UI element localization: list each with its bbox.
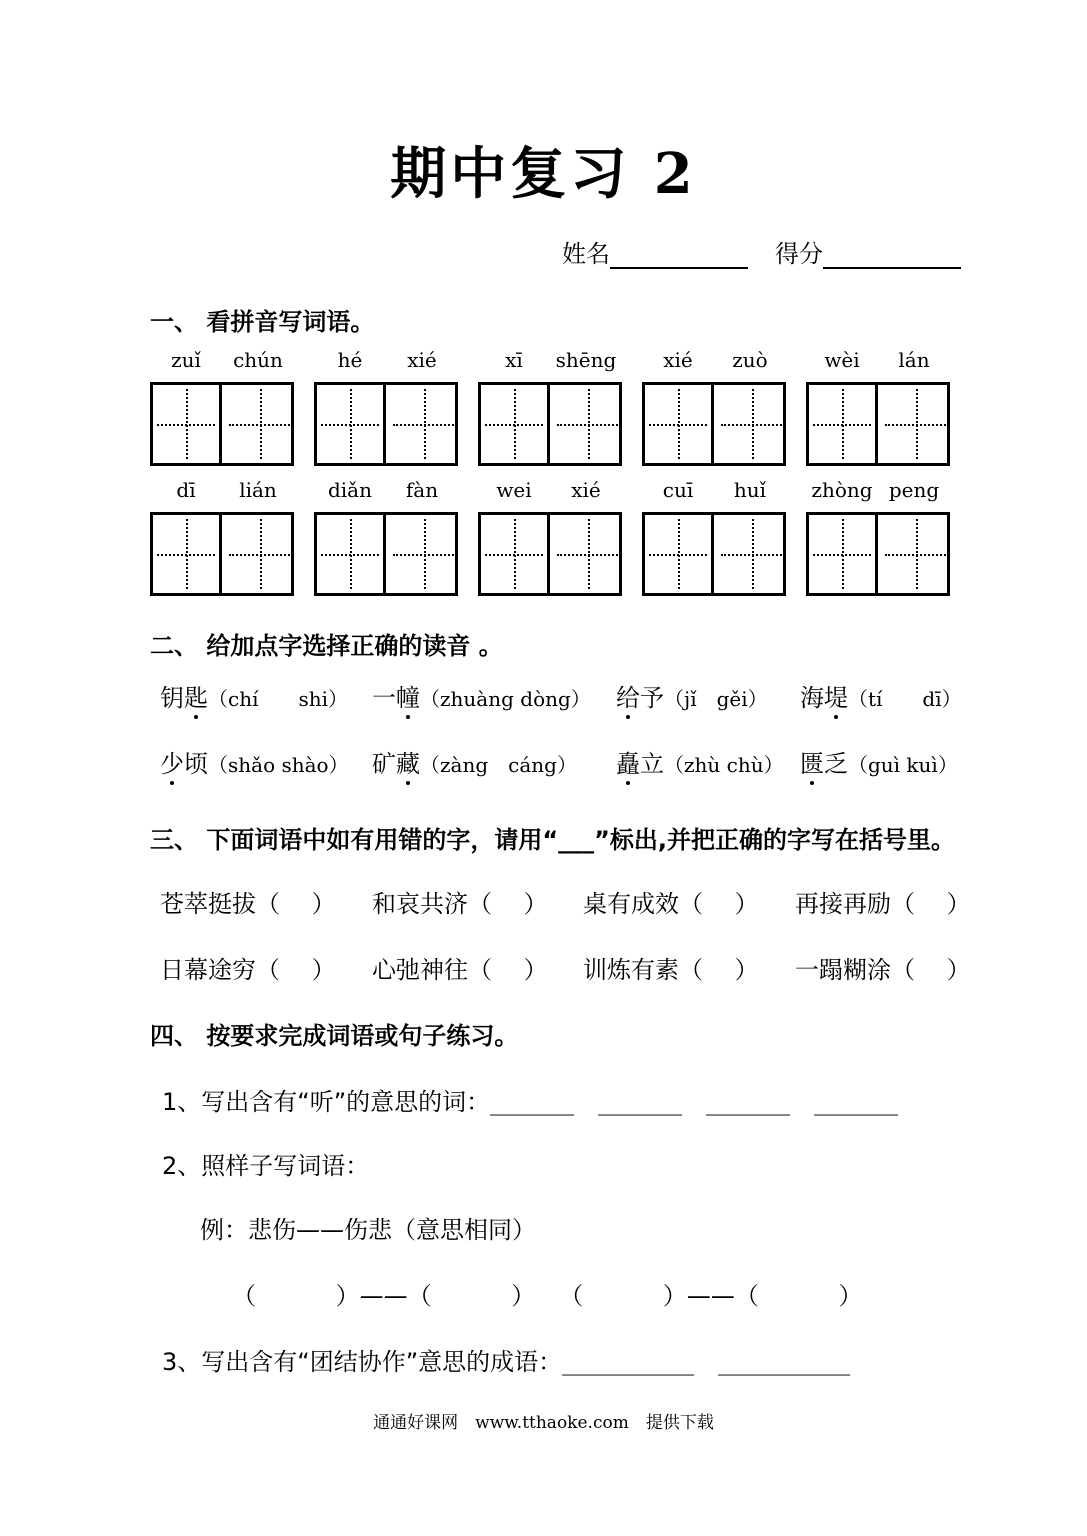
pinyin-syllable: lián — [239, 478, 277, 502]
reading-options[interactable]: （zhuàng dòng） — [420, 687, 591, 711]
pinyin-syllable: peng — [888, 478, 940, 502]
writing-cell[interactable] — [481, 515, 550, 593]
pinyin-syllable: xié — [571, 478, 601, 502]
pinyin-syllable: wei — [496, 478, 532, 502]
grid-guide-horizontal — [813, 424, 871, 426]
idiom-correction-item[interactable]: 桌有成效（ ） — [583, 890, 759, 918]
section-1-heading: 一、 看拼音写词语。 — [150, 308, 375, 336]
grid-guide-horizontal — [321, 424, 379, 426]
pinyin-syllable: hé — [337, 348, 363, 372]
idiom-correction-item[interactable]: 日幕途穷（ ） — [160, 956, 336, 984]
writing-cell[interactable] — [553, 385, 622, 463]
writing-cell[interactable] — [153, 515, 222, 593]
writing-cell[interactable] — [389, 515, 458, 593]
word-char: 矿 — [372, 750, 396, 778]
writing-cell[interactable] — [389, 385, 458, 463]
dotted-char: 少 — [160, 744, 184, 779]
reading-options[interactable]: （jǐ gěi） — [664, 687, 768, 711]
reading-item — [616, 678, 768, 713]
question-2-example: 例：悲伤——伤悲（意思相同） — [200, 1216, 536, 1244]
idiom-correction-item[interactable]: 再接再励（ ） — [795, 890, 971, 918]
writing-grid-box[interactable] — [642, 512, 786, 596]
grid-guide-horizontal — [157, 554, 215, 556]
word-char: 海 — [800, 684, 824, 712]
writing-cell[interactable] — [881, 385, 950, 463]
grid-guide-horizontal — [393, 424, 454, 426]
dotted-char: 幢 — [396, 678, 420, 713]
question-2-text: 2、照样子写词语： — [162, 1152, 370, 1180]
score-underline[interactable] — [823, 241, 961, 269]
pinyin-syllable: diǎn — [327, 478, 372, 502]
word-char: 立 — [640, 750, 664, 778]
idiom-correction-item[interactable]: 一蹋糊涂（ ） — [795, 956, 971, 984]
page-title: 期中复习 2 — [390, 141, 697, 207]
writing-cell[interactable] — [881, 515, 950, 593]
writing-cell[interactable] — [809, 385, 878, 463]
question-3-text: 3、写出含有“团结协作”意思的成语： — [162, 1348, 563, 1376]
question-3 — [162, 1342, 850, 1377]
pinyin-syllable: zuǐ — [171, 348, 201, 372]
grid-guide-horizontal — [649, 424, 707, 426]
grid-guide-horizontal — [885, 424, 946, 426]
grid-guide-horizontal — [157, 424, 215, 426]
writing-cell[interactable] — [153, 385, 222, 463]
reading-item — [160, 744, 349, 779]
writing-cell[interactable] — [717, 385, 786, 463]
reading-options[interactable]: （tí dī） — [848, 687, 962, 711]
writing-cell[interactable] — [645, 385, 714, 463]
pinyin-syllable: lán — [898, 348, 930, 372]
word-char: 钥 — [160, 684, 184, 712]
pinyin-syllable: wèi — [824, 348, 860, 372]
pinyin-syllable: zuò — [732, 348, 768, 372]
grid-guide-horizontal — [229, 554, 290, 556]
question-1-blanks[interactable]: _______ _______ _______ _______ — [490, 1088, 899, 1116]
idiom-correction-item[interactable]: 苍萃挺拔（ ） — [160, 890, 336, 918]
reading-item — [800, 678, 962, 713]
reading-item — [160, 678, 348, 713]
reading-item — [616, 744, 784, 779]
word-char: 顷 — [184, 750, 208, 778]
question-2-blanks[interactable]: （ ）——（ ） （ ）——（ ） — [232, 1282, 863, 1310]
grid-guide-horizontal — [721, 554, 782, 556]
grid-guide-horizontal — [649, 554, 707, 556]
reading-options[interactable]: （chí shi） — [208, 687, 349, 711]
pinyin-syllable: cuī — [662, 478, 694, 502]
grid-guide-horizontal — [813, 554, 871, 556]
dotted-char: 矗 — [616, 744, 640, 779]
pinyin-syllable: xié — [663, 348, 693, 372]
writing-grid-box[interactable] — [806, 512, 950, 596]
writing-grid-box[interactable] — [806, 382, 950, 466]
writing-cell[interactable] — [225, 385, 294, 463]
writing-cell[interactable] — [645, 515, 714, 593]
idiom-correction-item[interactable]: 心弛神往（ ） — [372, 956, 548, 984]
writing-cell[interactable] — [481, 385, 550, 463]
footer-credit: 通通好课网 www.tthaoke.com 提供下载 — [373, 1413, 714, 1433]
grid-guide-horizontal — [557, 554, 618, 556]
reading-options[interactable]: （zhù chù） — [664, 753, 784, 777]
pinyin-syllable: shēng — [555, 348, 617, 372]
writing-cell[interactable] — [717, 515, 786, 593]
writing-grid-box[interactable] — [478, 512, 622, 596]
section-3-heading: 三、 下面词语中如有用错的字，请用“___”标出,并把正确的字写在括号里。 — [150, 826, 956, 854]
writing-grid-box[interactable] — [314, 382, 458, 466]
name-underline[interactable] — [610, 241, 748, 269]
writing-grid-box[interactable] — [150, 512, 294, 596]
writing-cell[interactable] — [317, 515, 386, 593]
grid-guide-horizontal — [393, 554, 454, 556]
dotted-char: 给 — [616, 678, 640, 713]
reading-options[interactable]: （shǎo shào） — [208, 753, 349, 777]
writing-cell[interactable] — [317, 385, 386, 463]
dotted-char: 匮 — [800, 744, 824, 779]
writing-grid-box[interactable] — [314, 512, 458, 596]
reading-item — [372, 744, 577, 779]
writing-cell[interactable] — [225, 515, 294, 593]
dotted-char: 匙 — [184, 678, 208, 713]
reading-item — [800, 744, 958, 779]
idiom-correction-item[interactable]: 训炼有素（ ） — [583, 956, 759, 984]
name-field[interactable] — [562, 234, 748, 269]
grid-guide-horizontal — [557, 424, 618, 426]
writing-grid-box[interactable] — [642, 382, 786, 466]
name-label: 姓名 — [562, 240, 610, 268]
grid-guide-horizontal — [229, 424, 290, 426]
word-char: 予 — [640, 684, 664, 712]
writing-cell[interactable] — [553, 515, 622, 593]
pinyin-syllable: fàn — [405, 478, 439, 502]
question-1 — [162, 1082, 898, 1117]
grid-guide-horizontal — [321, 554, 379, 556]
reading-options[interactable]: （zàng cáng） — [420, 753, 577, 777]
word-char: 乏 — [824, 750, 848, 778]
pinyin-syllable: huǐ — [733, 478, 767, 502]
section-2-heading: 二、 给加点字选择正确的读音 。 — [150, 632, 503, 660]
score-field[interactable] — [775, 234, 961, 269]
question-3-blanks[interactable]: ___________ ___________ — [562, 1348, 851, 1376]
writing-cell[interactable] — [809, 515, 878, 593]
pinyin-syllable: dī — [176, 478, 196, 502]
pinyin-syllable: zhòng — [811, 478, 873, 502]
writing-grid-box[interactable] — [478, 382, 622, 466]
reading-options[interactable]: （guì kuì） — [848, 753, 958, 777]
section-4-heading: 四、 按要求完成词语或句子练习。 — [150, 1022, 519, 1050]
pinyin-syllable: chún — [233, 348, 283, 372]
grid-guide-horizontal — [485, 554, 543, 556]
grid-guide-horizontal — [885, 554, 946, 556]
grid-guide-horizontal — [721, 424, 782, 426]
pinyin-syllable: xié — [407, 348, 437, 372]
dotted-char: 藏 — [396, 744, 420, 779]
pinyin-syllable: xī — [505, 348, 523, 372]
idiom-correction-item[interactable]: 和哀共济（ ） — [372, 890, 548, 918]
reading-item — [372, 678, 591, 713]
word-char: 一 — [372, 684, 396, 712]
writing-grid-box[interactable] — [150, 382, 294, 466]
grid-guide-horizontal — [485, 424, 543, 426]
question-1-text: 1、写出含有“听”的意思的词： — [162, 1088, 491, 1116]
score-label: 得分 — [775, 240, 823, 268]
dotted-char: 堤 — [824, 678, 848, 713]
